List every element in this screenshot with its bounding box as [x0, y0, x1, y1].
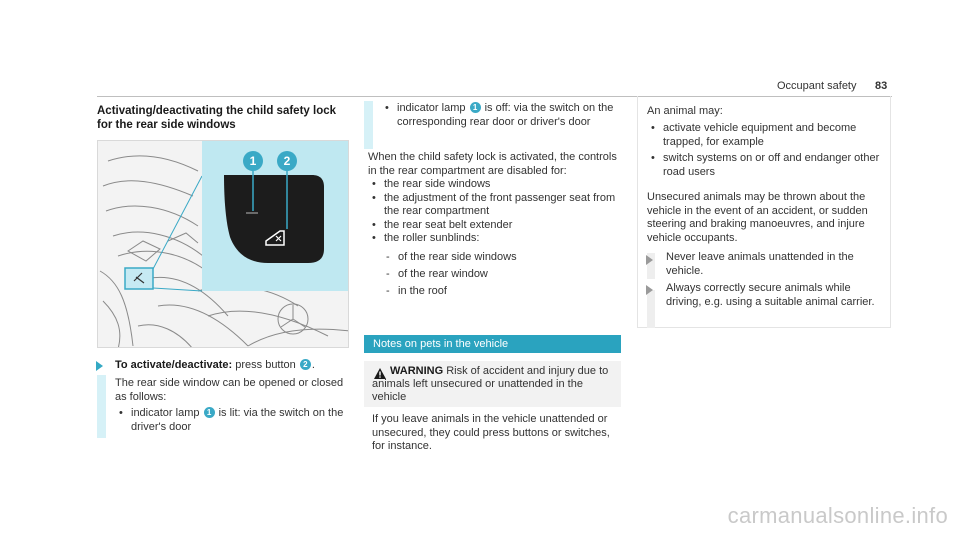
- step-marker-bar: [97, 375, 106, 438]
- step-arrow-icon: [96, 361, 103, 371]
- running-header-section: Occupant safety: [777, 80, 857, 92]
- disabled-controls-list: [370, 178, 623, 300]
- callout-2-label: 2: [283, 154, 291, 168]
- door-switch-illustration: [97, 140, 349, 348]
- sub-list-item: - of the rear side windows: [384, 249, 623, 266]
- callout-ref-1b: 1: [470, 102, 481, 113]
- callout-1-label: 1: [249, 154, 257, 168]
- step-text: press button: [232, 359, 299, 371]
- section-heading: Activating/deactivating the child safety lock for the rear side windows: [97, 105, 337, 131]
- step-bar-2: [647, 290, 655, 328]
- unsecured-animals-paragraph: Unsecured animals may be thrown about the vehicle in the event of an accident, or sudden steering and braking manoeuvres, and injure vehicle occupants.: [647, 191, 868, 244]
- callout-ref-2: 2: [300, 359, 311, 370]
- page-number: 83: [875, 80, 888, 92]
- step-arrow-icon: [646, 285, 653, 295]
- list-item: • the rear seat belt extender: [370, 219, 623, 233]
- list-item: • the roller sunblinds:: [370, 232, 623, 246]
- sub-list-item: - of the rear window: [384, 266, 623, 283]
- list-item: • the adjustment of the front passenger seat from the rear compartment: [370, 192, 623, 219]
- warning-text: WARNING Risk of accident and injury due to animals left unsecured or unattended in the vehicle: [372, 365, 609, 403]
- secure-animals-step: Always correctly secure animals while driving, e.g. using a suitable animal carrier.: [666, 282, 875, 308]
- opening-paragraph: The rear side window can be opened or closed as follows:: [115, 377, 344, 403]
- watermark: carmanualsonline.info: [727, 503, 948, 528]
- sub-list-item: - in the roof: [384, 283, 623, 300]
- list-item: • the rear side windows: [370, 178, 623, 192]
- warning-body: If you leave animals in the vehicle unattended or unsecured, they could press buttons or switches, for instance.: [372, 413, 610, 452]
- animal-risks-list: [649, 122, 882, 179]
- animal-intro: An animal may:: [647, 105, 723, 117]
- step-label: To activate/deactivate:: [115, 359, 233, 371]
- activate-step: To activate/deactivate: press button 2 .: [115, 359, 315, 371]
- list-item: • switch systems on or off and endanger other road users: [649, 152, 882, 179]
- callout-ref-1: 1: [204, 407, 215, 418]
- never-leave-step: Never leave animals unattended in the vehicle.: [666, 251, 854, 277]
- disabled-controls-paragraph: When the child safety lock is activated, the controls in the rear compartment are disabled for:: [368, 151, 617, 177]
- continuation-marker-bar: [364, 101, 373, 149]
- notes-pets-heading: Notes on pets in the vehicle: [364, 335, 621, 353]
- lamp-lit-bullet: • indicator lamp 1 is lit: via the switch on the driver's door: [117, 407, 355, 434]
- list-item: • activate vehicle equipment and become trapped, for example: [649, 122, 882, 149]
- door-interior-drawing: [98, 141, 349, 348]
- step-arrow-icon: [646, 255, 653, 265]
- lamp-off-bullet: • indicator lamp 1 is off: via the switch on the corresponding rear door or driver's door: [383, 102, 623, 129]
